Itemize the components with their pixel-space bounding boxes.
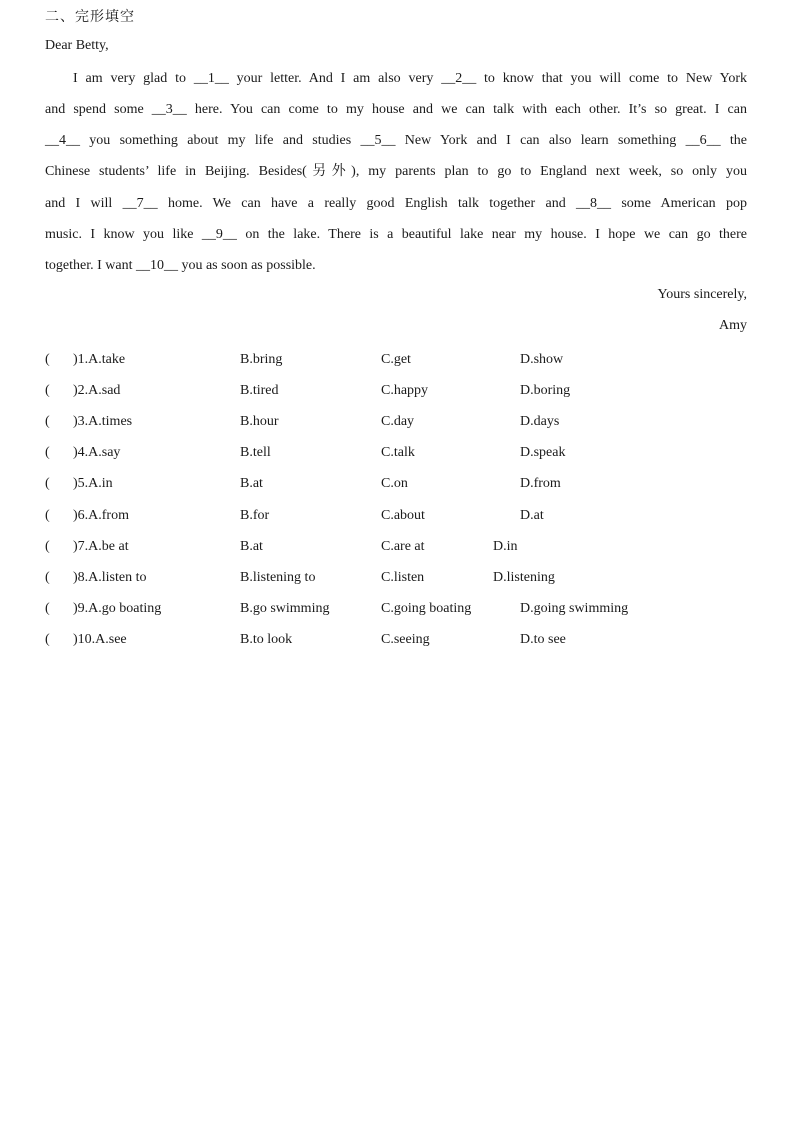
answer-blank[interactable]: ( <box>45 601 50 616</box>
question-option-c: C.listen <box>381 570 425 585</box>
question-option-a: )6.A.from <box>73 508 129 523</box>
question-option-b: B.tell <box>240 445 271 460</box>
question-option-d: D.boring <box>520 383 571 398</box>
letter-line: Chinese students’ life in Beijing. Besides(另外), my parents plan to go to England next week, so only you <box>45 164 747 179</box>
question-option-d: D.in <box>493 539 518 554</box>
letter-signature: Amy <box>719 318 747 333</box>
letter-line: __4__ you something about my life and studies __5__ New York and I can also learn something __6__ the <box>45 133 747 148</box>
question-row <box>45 630 747 650</box>
letter-line: together. I want __10__ you as soon as possible. <box>45 258 316 273</box>
letter-line: and I will __7__ home. We can have a really good English talk together and __8__ some American pop <box>45 196 747 211</box>
question-row <box>45 381 747 401</box>
question-row <box>45 474 747 494</box>
question-option-d: D.days <box>520 414 560 429</box>
question-option-d: D.show <box>520 352 564 367</box>
question-option-c: C.are at <box>381 539 425 554</box>
question-option-c: C.happy <box>381 383 429 398</box>
question-option-a: )5.A.in <box>73 476 113 491</box>
question-option-b: B.go swimming <box>240 601 330 616</box>
question-option-a: )9.A.go boating <box>73 601 162 616</box>
section-title: 二、完形填空 <box>45 10 135 25</box>
question-option-d: D.going swimming <box>520 601 629 616</box>
letter-salutation: Dear Betty, <box>45 38 109 53</box>
question-option-c: C.get <box>381 352 411 367</box>
answer-blank[interactable]: ( <box>45 476 50 491</box>
answer-blank[interactable]: ( <box>45 570 50 585</box>
question-option-b: B.to look <box>240 632 293 647</box>
question-option-d: D.to see <box>520 632 566 647</box>
question-option-d: D.from <box>520 476 561 491</box>
question-option-c: C.seeing <box>381 632 430 647</box>
question-option-c: C.on <box>381 476 408 491</box>
answer-blank[interactable]: ( <box>45 539 50 554</box>
question-row <box>45 350 747 370</box>
question-option-d: D.listening <box>493 570 555 585</box>
answer-blank[interactable]: ( <box>45 414 50 429</box>
question-row <box>45 537 747 557</box>
answer-blank[interactable]: ( <box>45 352 50 367</box>
question-option-a: )3.A.times <box>73 414 133 429</box>
answer-blank[interactable]: ( <box>45 445 50 460</box>
question-option-c: C.day <box>381 414 415 429</box>
answer-blank[interactable]: ( <box>45 632 50 647</box>
question-option-b: B.at <box>240 476 263 491</box>
question-option-b: B.hour <box>240 414 279 429</box>
question-row <box>45 568 747 588</box>
letter-closing: Yours sincerely, <box>657 287 747 302</box>
question-option-d: D.at <box>520 508 544 523</box>
question-option-b: B.at <box>240 539 263 554</box>
question-option-c: C.talk <box>381 445 415 460</box>
letter-line: and spend some __3__ here. You can come to my house and we can talk with each other. It’s so great. I can <box>45 102 747 117</box>
answer-blank[interactable]: ( <box>45 508 50 523</box>
letter-line: I am very glad to __1__ your letter. And I am also very __2__ to know that you will come to New York <box>73 71 747 86</box>
question-option-a: )10.A.see <box>73 632 127 647</box>
question-option-b: B.listening to <box>240 570 316 585</box>
question-option-b: B.bring <box>240 352 283 367</box>
question-option-a: )7.A.be at <box>73 539 129 554</box>
question-row <box>45 506 747 526</box>
question-row <box>45 599 747 619</box>
question-option-a: )8.A.listen to <box>73 570 147 585</box>
question-option-c: C.going boating <box>381 601 472 616</box>
question-option-d: D.speak <box>520 445 566 460</box>
question-row <box>45 412 747 432</box>
answer-blank[interactable]: ( <box>45 383 50 398</box>
question-row <box>45 443 747 463</box>
question-option-a: )2.A.sad <box>73 383 121 398</box>
question-option-a: )1.A.take <box>73 352 126 367</box>
question-option-c: C.about <box>381 508 425 523</box>
letter-line: music. I know you like __9__ on the lake. There is a beautiful lake near my house. I hope we can go there <box>45 227 747 242</box>
question-option-b: B.for <box>240 508 270 523</box>
question-option-b: B.tired <box>240 383 279 398</box>
question-option-a: )4.A.say <box>73 445 121 460</box>
